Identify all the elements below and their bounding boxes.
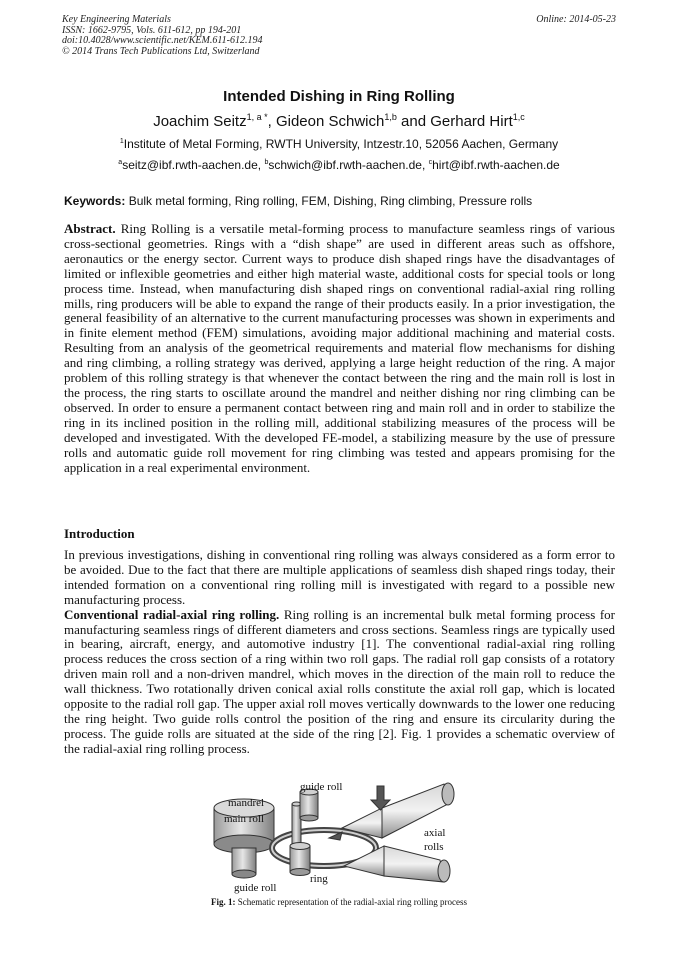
- online-date: Online: 2014-05-23: [536, 14, 616, 25]
- abstract: [64, 222, 615, 475]
- figure-label-mandrel: mandrel: [228, 797, 265, 809]
- email-sup: b: [264, 159, 269, 166]
- figure-label-ring: ring: [310, 873, 328, 885]
- email-link[interactable]: seitz@ibf.rwth-aachen.de,: [122, 158, 265, 172]
- keywords-label: Keywords:: [64, 194, 126, 208]
- author-list: [0, 112, 678, 130]
- figure-label-axial: axial: [424, 827, 446, 839]
- section-heading-introduction: Introduction: [64, 526, 135, 541]
- introduction-body: [64, 548, 615, 757]
- intro-paragraph: [64, 608, 615, 757]
- figure-label-main-roll: main roll: [224, 813, 265, 825]
- affiliation-text: Institute of Metal Forming, RWTH University, Intzestr.10, 52056 Aachen, Germany: [123, 137, 559, 151]
- email-sup: a: [118, 159, 123, 166]
- author-separator: ,: [267, 113, 276, 130]
- figure-label-rolls: rolls: [424, 841, 444, 853]
- email-sup: c: [428, 159, 433, 166]
- journal-header: [62, 15, 616, 57]
- keywords: [64, 194, 616, 208]
- author-affil-sup: 1,b: [384, 112, 397, 122]
- affiliation-sup: 1: [119, 138, 124, 145]
- intro-paragraph: In previous investigations, dishing in conventional ring rolling was always considered as a form error to be avoided. Due to the fact that there are multiple applications of seamless dish shaped rings today, their intended formation on a conventional ring rolling mill is investigated with regard to a possible new manufacturing process.: [64, 547, 615, 607]
- author-name: Gerhard Hirt: [430, 113, 513, 130]
- figure-caption: [0, 897, 678, 907]
- figure-caption-label: Fig. 1:: [211, 897, 236, 907]
- email-link[interactable]: hirt@ibf.rwth-aachen.de: [432, 158, 560, 172]
- email-link[interactable]: schwich@ibf.rwth-aachen.de,: [268, 158, 429, 172]
- journal-name: Key Engineering Materials: [62, 14, 171, 25]
- intro-paragraph-text: Ring rolling is an incremental bulk metal forming process for manufacturing seamless rings of different diameters and cross sections. Seamless rings are typically used in bearing, aircraft, energy, and automotive industry [1]. The conventional radial-axial ring rolling process reduces the cross section of a ring within two roll gaps. The radial roll gap consists of a rotatory driven main roll and a non-driven mandrel, which moves in the direction of the main roll to reduce the wall thickness. Two rotationally driven conical axial rolls constitute the axial roll gap, which is located opposite to the radial roll gap. The upper axial roll moves vertically downwards to the lower one reducing the ring height. Two guide rolls control the position of the ring and ensure its circularity during the process. The guide rolls are situated at the side of the ring [2]. Fig. 1 provides a schematic overview of the radial-axial ring rolling process.: [64, 606, 615, 756]
- guide-roll-top-shape: [300, 789, 318, 821]
- journal-doi: doi:10.4028/www.scientific.net/KEM.611-612.194: [62, 35, 263, 46]
- main-roll-shape: [214, 799, 274, 878]
- author-emails: [0, 158, 678, 172]
- figure-caption-text: Schematic representation of the radial-axial ring rolling process: [235, 897, 467, 907]
- journal-copyright: © 2014 Trans Tech Publications Ltd, Switzerland: [62, 45, 260, 57]
- abstract-text: Ring Rolling is a versatile metal-forming process to manufacture seamless rings of various cross-sectional geometries. Rings with a “dish shape” are used in different areas such as offshore, aeronautics or the energy sector. Current ways to produce dish shaped rings have the disadvantages of limited or inflexible geometries and either high material waste, additional costs for special tools or long process time. Instead, when manufacturing dish shaped rings on conventional radial-axial ring rolling mills, ring producers will be able to expand the range of their products easily. In a prior investigation, the general feasibility of an alternative to the current manufacturing processes was shown in experiments and in finite element method (FEM) simulations, avoiding major additional machining and material costs. Resulting from an analysis of the geometrical requirements and material flow mechanisms for dishing and ring climbing, a rolling strategy was derived, applying a large height reduction of the ring. A major problem of this rolling strategy is that whenever the contact between the ring and the main roll is lost in the process, the ring starts to oscillate around the mandrel and neither dishing nor ring climbing can be observed. In order to ensure a permanent contact between ring and main roll and in order to stabilize the ring in its inclined position in the rolling mill, additional stabilizing measures of the process will be developed and investigated. With the developed FE-model, a stabilizing measure by the use of pressure rolls and automatic guide roll movement for ring climbing was tested and appears promising for the application in a real experimental environment.: [64, 221, 615, 475]
- author-separator: and: [396, 113, 431, 130]
- figure-label-guide-roll-bottom: guide roll: [234, 882, 277, 894]
- author-affil-sup: 1,c: [512, 112, 525, 122]
- figure-ring-rolling-schematic: [204, 778, 474, 896]
- affiliation: [0, 137, 678, 151]
- paper-title: Intended Dishing in Ring Rolling: [223, 88, 455, 105]
- abstract-label: Abstract.: [64, 221, 116, 236]
- author-name: Gideon Schwich: [275, 113, 385, 130]
- guide-roll-bottom-shape: [290, 843, 310, 876]
- journal-issn: ISSN: 1662-9795, Vols. 611-612, pp 194-201: [62, 24, 242, 36]
- figure-label-guide-roll-top: guide roll: [300, 781, 343, 793]
- keywords-text: Bulk metal forming, Ring rolling, FEM, Dishing, Ring climbing, Pressure rolls: [125, 194, 533, 208]
- author-affil-sup: 1, a *: [246, 112, 268, 122]
- paragraph-run-in-heading: Conventional radial-axial ring rolling.: [64, 606, 280, 622]
- author-name: Joachim Seitz: [153, 113, 247, 130]
